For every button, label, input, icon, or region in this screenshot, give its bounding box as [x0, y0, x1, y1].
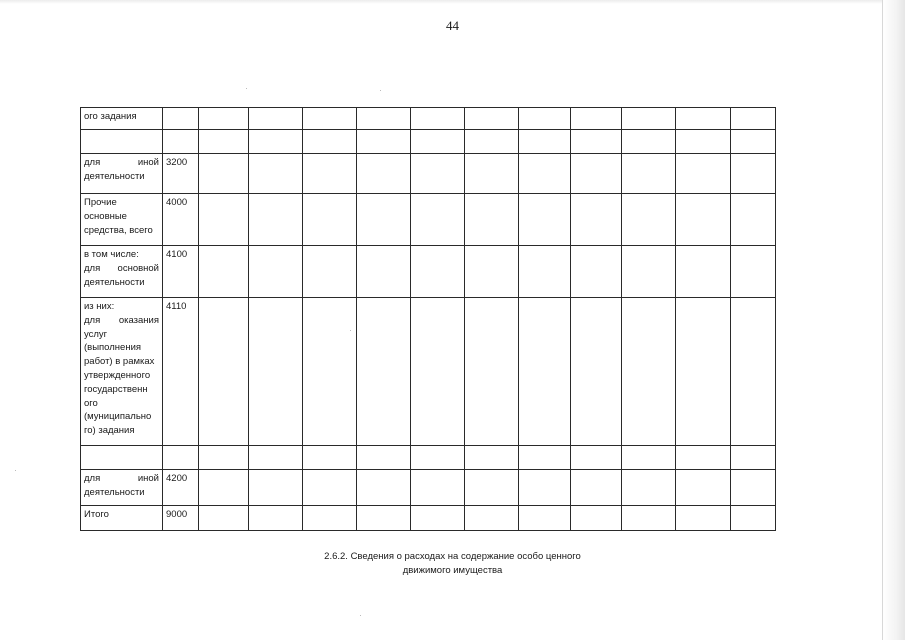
empty-value-cell [249, 108, 303, 130]
scan-speck [350, 330, 351, 331]
empty-value-cell [622, 506, 676, 531]
empty-value-cell [622, 446, 676, 470]
caption-line-1: 2.6.2. Сведения о расходах на содержание особо ценного [324, 551, 581, 562]
empty-value-cell [303, 154, 357, 194]
empty-value-cell [411, 130, 465, 154]
row-label-cell [81, 506, 163, 531]
row-label-line: в том числе: [84, 249, 139, 260]
empty-value-cell [519, 246, 571, 298]
empty-value-cell [465, 246, 519, 298]
empty-value-cell [357, 108, 411, 130]
table-row [81, 446, 776, 470]
empty-value-cell [519, 130, 571, 154]
row-label-cell [81, 154, 163, 194]
table-row [81, 246, 776, 298]
empty-value-cell [411, 246, 465, 298]
empty-value-cell [731, 446, 776, 470]
empty-value-cell [622, 130, 676, 154]
section-caption [0, 550, 905, 577]
empty-value-cell [249, 194, 303, 246]
row-label-word: для [84, 473, 101, 484]
empty-value-cell [571, 446, 622, 470]
empty-value-cell [199, 194, 249, 246]
empty-value-cell [622, 108, 676, 130]
empty-value-cell [676, 298, 731, 446]
empty-value-cell [199, 154, 249, 194]
empty-value-cell [465, 108, 519, 130]
row-code-cell: 3200 [163, 154, 199, 194]
row-code-cell: 9000 [163, 506, 199, 531]
empty-value-cell [571, 470, 622, 506]
row-code-cell: 4100 [163, 246, 199, 298]
empty-value-cell [303, 130, 357, 154]
empty-value-cell [411, 108, 465, 130]
empty-value-cell [731, 298, 776, 446]
page-number: 44 [446, 18, 459, 33]
row-label-line: (муниципально [84, 411, 152, 423]
empty-value-cell [519, 194, 571, 246]
empty-value-cell [465, 298, 519, 446]
empty-value-cell [199, 130, 249, 154]
empty-value-cell [249, 506, 303, 531]
row-label-line: утвержденного [84, 369, 151, 381]
empty-value-cell [357, 470, 411, 506]
empty-value-cell [357, 194, 411, 246]
empty-value-cell [676, 130, 731, 154]
empty-value-cell [199, 298, 249, 446]
empty-value-cell [465, 194, 519, 246]
empty-value-cell [622, 298, 676, 446]
empty-value-cell [303, 298, 357, 446]
row-label-cell [81, 108, 163, 130]
caption-line-2: движимого имущества [402, 564, 503, 576]
empty-value-cell [622, 246, 676, 298]
empty-value-cell [731, 154, 776, 194]
row-label-line: го) задания [84, 425, 135, 437]
empty-value-cell [411, 194, 465, 246]
empty-value-cell [303, 194, 357, 246]
empty-value-cell [411, 446, 465, 470]
row-label-cell [81, 470, 163, 506]
empty-value-cell [411, 154, 465, 194]
table-row [81, 154, 776, 194]
empty-value-cell [357, 506, 411, 531]
page-edge-shadow [882, 0, 905, 640]
empty-value-cell [731, 194, 776, 246]
empty-value-cell [571, 194, 622, 246]
table-row [81, 298, 776, 446]
row-label-cell [81, 194, 163, 246]
empty-value-cell [249, 246, 303, 298]
empty-value-cell [571, 298, 622, 446]
empty-value-cell [199, 108, 249, 130]
empty-value-cell [731, 108, 776, 130]
row-label-line: ого [84, 397, 98, 409]
empty-value-cell [357, 130, 411, 154]
row-label-word: иной [137, 473, 159, 484]
row-label-line: деятельности [84, 170, 145, 182]
row-label-cell [81, 446, 163, 470]
empty-value-cell [199, 246, 249, 298]
row-label-line: Прочие [84, 197, 117, 208]
empty-value-cell [622, 470, 676, 506]
empty-value-cell [519, 470, 571, 506]
empty-value-cell [731, 506, 776, 531]
row-label-cell [81, 130, 163, 154]
empty-value-cell [303, 470, 357, 506]
row-code-cell: 4200 [163, 470, 199, 506]
row-label-word: иной [137, 157, 159, 168]
row-label-line: Итого [84, 509, 109, 520]
empty-value-cell [465, 130, 519, 154]
expenses-table [80, 107, 776, 531]
row-label-line: (выполнения [84, 342, 142, 354]
empty-value-cell [411, 298, 465, 446]
empty-value-cell [571, 246, 622, 298]
row-label-justified-line [84, 262, 159, 276]
empty-value-cell [465, 446, 519, 470]
scan-speck [380, 90, 381, 91]
empty-value-cell [622, 154, 676, 194]
row-label-word: для [84, 262, 101, 274]
row-label-line: ого задания [84, 111, 137, 122]
empty-value-cell [411, 506, 465, 531]
table-row [81, 194, 776, 246]
row-label-cell [81, 298, 163, 446]
empty-value-cell [199, 470, 249, 506]
empty-value-cell [571, 154, 622, 194]
row-label-justified-line [84, 156, 159, 170]
row-label-line: средства, всего [84, 224, 153, 236]
row-label-word: для [84, 314, 101, 326]
row-label-cell [81, 246, 163, 298]
empty-value-cell [357, 446, 411, 470]
row-label-justified-line [84, 472, 159, 486]
row-label-line: деятельности [84, 276, 145, 288]
table-row [81, 108, 776, 130]
empty-value-cell [676, 246, 731, 298]
empty-value-cell [676, 194, 731, 246]
row-code-cell [163, 108, 199, 130]
empty-value-cell [676, 446, 731, 470]
empty-value-cell [465, 506, 519, 531]
row-label-word: для [84, 157, 101, 168]
empty-value-cell [676, 470, 731, 506]
empty-value-cell [303, 108, 357, 130]
empty-value-cell [199, 506, 249, 531]
empty-value-cell [519, 298, 571, 446]
row-label-line: деятельности [84, 486, 145, 498]
empty-value-cell [249, 298, 303, 446]
empty-value-cell [357, 154, 411, 194]
empty-value-cell [519, 154, 571, 194]
scan-speck [360, 615, 361, 616]
empty-value-cell [303, 506, 357, 531]
empty-value-cell [731, 130, 776, 154]
scan-speck [15, 470, 16, 471]
row-label-word: оказания [118, 314, 159, 326]
empty-value-cell [571, 108, 622, 130]
empty-value-cell [676, 108, 731, 130]
row-label-line: основные [84, 210, 127, 222]
empty-value-cell [357, 246, 411, 298]
empty-value-cell [249, 446, 303, 470]
empty-value-cell [199, 446, 249, 470]
row-label-line: государственн [84, 383, 148, 395]
empty-value-cell [357, 298, 411, 446]
empty-value-cell [731, 470, 776, 506]
row-label-word: основной [117, 262, 159, 274]
row-label-justified-line [84, 314, 159, 328]
row-code-cell [163, 446, 199, 470]
page-top-shadow [0, 0, 905, 4]
row-code-cell: 4110 [163, 298, 199, 446]
empty-value-cell [519, 506, 571, 531]
empty-value-cell [249, 130, 303, 154]
empty-value-cell [571, 130, 622, 154]
row-label-line: из них: [84, 301, 115, 312]
empty-value-cell [411, 470, 465, 506]
empty-value-cell [303, 246, 357, 298]
empty-value-cell [731, 246, 776, 298]
table-row [81, 470, 776, 506]
table-row [81, 506, 776, 531]
row-code-cell: 4000 [163, 194, 199, 246]
row-label-line: работ) в рамках [84, 356, 155, 368]
scan-speck [246, 88, 247, 89]
empty-value-cell [571, 506, 622, 531]
empty-value-cell [519, 108, 571, 130]
empty-value-cell [622, 194, 676, 246]
empty-value-cell [249, 154, 303, 194]
row-code-cell [163, 130, 199, 154]
empty-value-cell [676, 506, 731, 531]
empty-value-cell [303, 446, 357, 470]
empty-value-cell [519, 446, 571, 470]
empty-value-cell [465, 470, 519, 506]
empty-value-cell [249, 470, 303, 506]
row-label-line: услуг [84, 328, 108, 340]
empty-value-cell [676, 154, 731, 194]
empty-value-cell [465, 154, 519, 194]
table-row [81, 130, 776, 154]
